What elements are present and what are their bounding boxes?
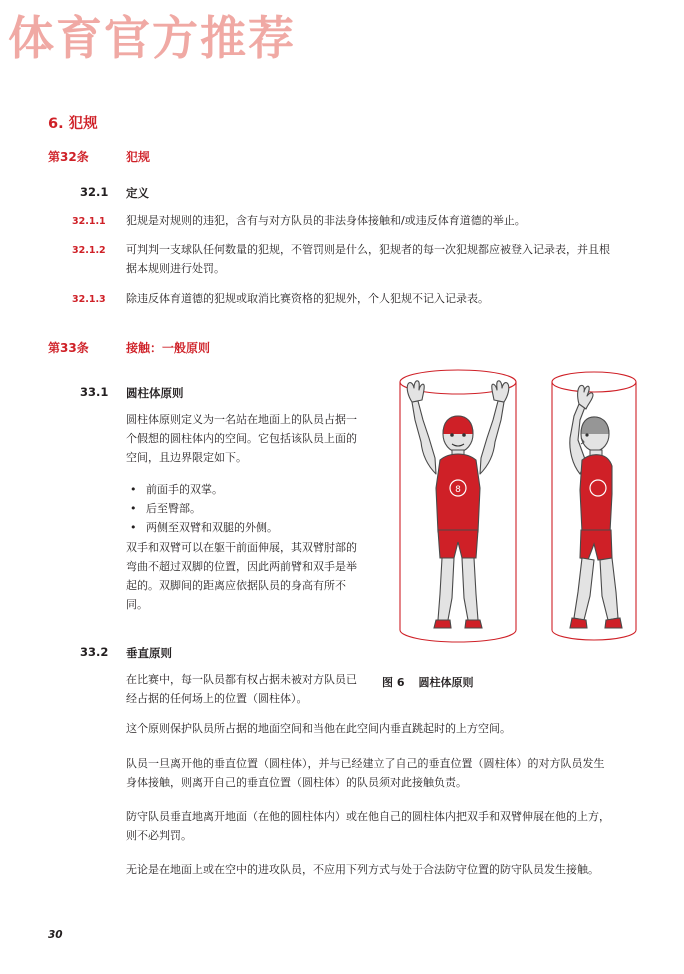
paragraph-vertical-5: 无论是在地面上或在空中的进攻队员，不应用下列方式与处于合法防守位置的防守队员发生接触。 (126, 863, 599, 876)
subsection-33-1-title: 圆柱体原则 (126, 386, 184, 400)
paragraph-vertical-3: 队员一旦离开他的垂直位置（圆柱体），并与已经建立了自己的垂直位置（圆柱体）的对方队员发生身体接触，则离开自己的垂直位置（圆柱体）的队员须对此接触负责。 (126, 757, 605, 789)
cylinder-principle-figure (382, 362, 644, 652)
list-item: • 两侧至双臂和双腿的外侧。 (126, 519, 358, 538)
paragraph-vertical-1: 在比赛中，每一队员都有权占据未被对方队员已经占据的任何场上的位置（圆柱体）。 (126, 673, 357, 705)
page-number: 30 (48, 929, 63, 941)
cylinder-bullet-list (126, 481, 358, 538)
section-heading: 6. 犯规 (48, 116, 98, 132)
subsection-33-2-number: 33.2 (80, 645, 109, 659)
subsection-33-1-number: 33.1 (80, 385, 109, 399)
player-front-figure (407, 381, 509, 628)
clause-32-1-2-text: 可判判一支球队任何数量的犯规，不管罚则是什么，犯规者的每一次犯规都应被登入记录表，并且根据本规则进行处罚。 (126, 243, 610, 275)
paragraph-vertical-2: 这个原则保护队员所占据的地面空间和当他在此空间内垂直跳起时的上方空间。 (126, 722, 511, 735)
player-side-figure (570, 385, 622, 628)
clause-32-1-2-number: 32.1.2 (72, 245, 106, 256)
subsection-32-1-title: 定义 (126, 186, 149, 200)
list-item: • 后至臀部。 (126, 500, 358, 519)
clause-32-1-1-number: 32.1.1 (72, 216, 106, 227)
subsection-33-2-title: 垂直原则 (126, 646, 172, 660)
clause-32-1-3-text: 除违反体育道德的犯规或取消比赛资格的犯规外，个人犯规不记入记录表。 (126, 292, 489, 305)
figure-label: 图 6 (382, 676, 405, 689)
figure-caption-text: 圆柱体原则 (418, 676, 474, 689)
watermark-text: 体育官方推荐 (8, 11, 296, 65)
jersey-number: 8 (455, 485, 461, 495)
paragraph-cylinder-tail: 双手和双臂可以在躯干前面伸展，其双臂肘部的弯曲不超过双脚的位置，因此两前臂和双手是举起的。双脚间的距离应依据队员的身高有所不同。 (126, 541, 357, 611)
list-item: • 前面手的双掌。 (126, 481, 358, 500)
paragraph-cylinder-intro: 圆柱体原则定义为一名站在地面上的队员占据一个假想的圆柱体内的空间。它包括该队员上面的空间，且边界限定如下。 (126, 413, 357, 464)
article-33-title: 接触：一般原则 (126, 341, 211, 355)
clause-32-1-3-number: 32.1.3 (72, 294, 106, 305)
paragraph-vertical-4: 防守队员垂直地离开地面（在他的圆柱体内）或在他自己的圆柱体内把双手和双臂伸展在他的上方，则不必判罚。 (126, 810, 610, 842)
figure-caption (382, 674, 473, 690)
article-33-number: 第33条 (48, 341, 89, 355)
article-32-number: 第32条 (48, 150, 89, 164)
subsection-32-1-number: 32.1 (80, 185, 109, 199)
article-32-title: 犯规 (126, 150, 151, 164)
clause-32-1-1-text: 犯规是对规则的违犯，含有与对方队员的非法身体接触和/或违反体育道德的举止。 (126, 214, 526, 227)
